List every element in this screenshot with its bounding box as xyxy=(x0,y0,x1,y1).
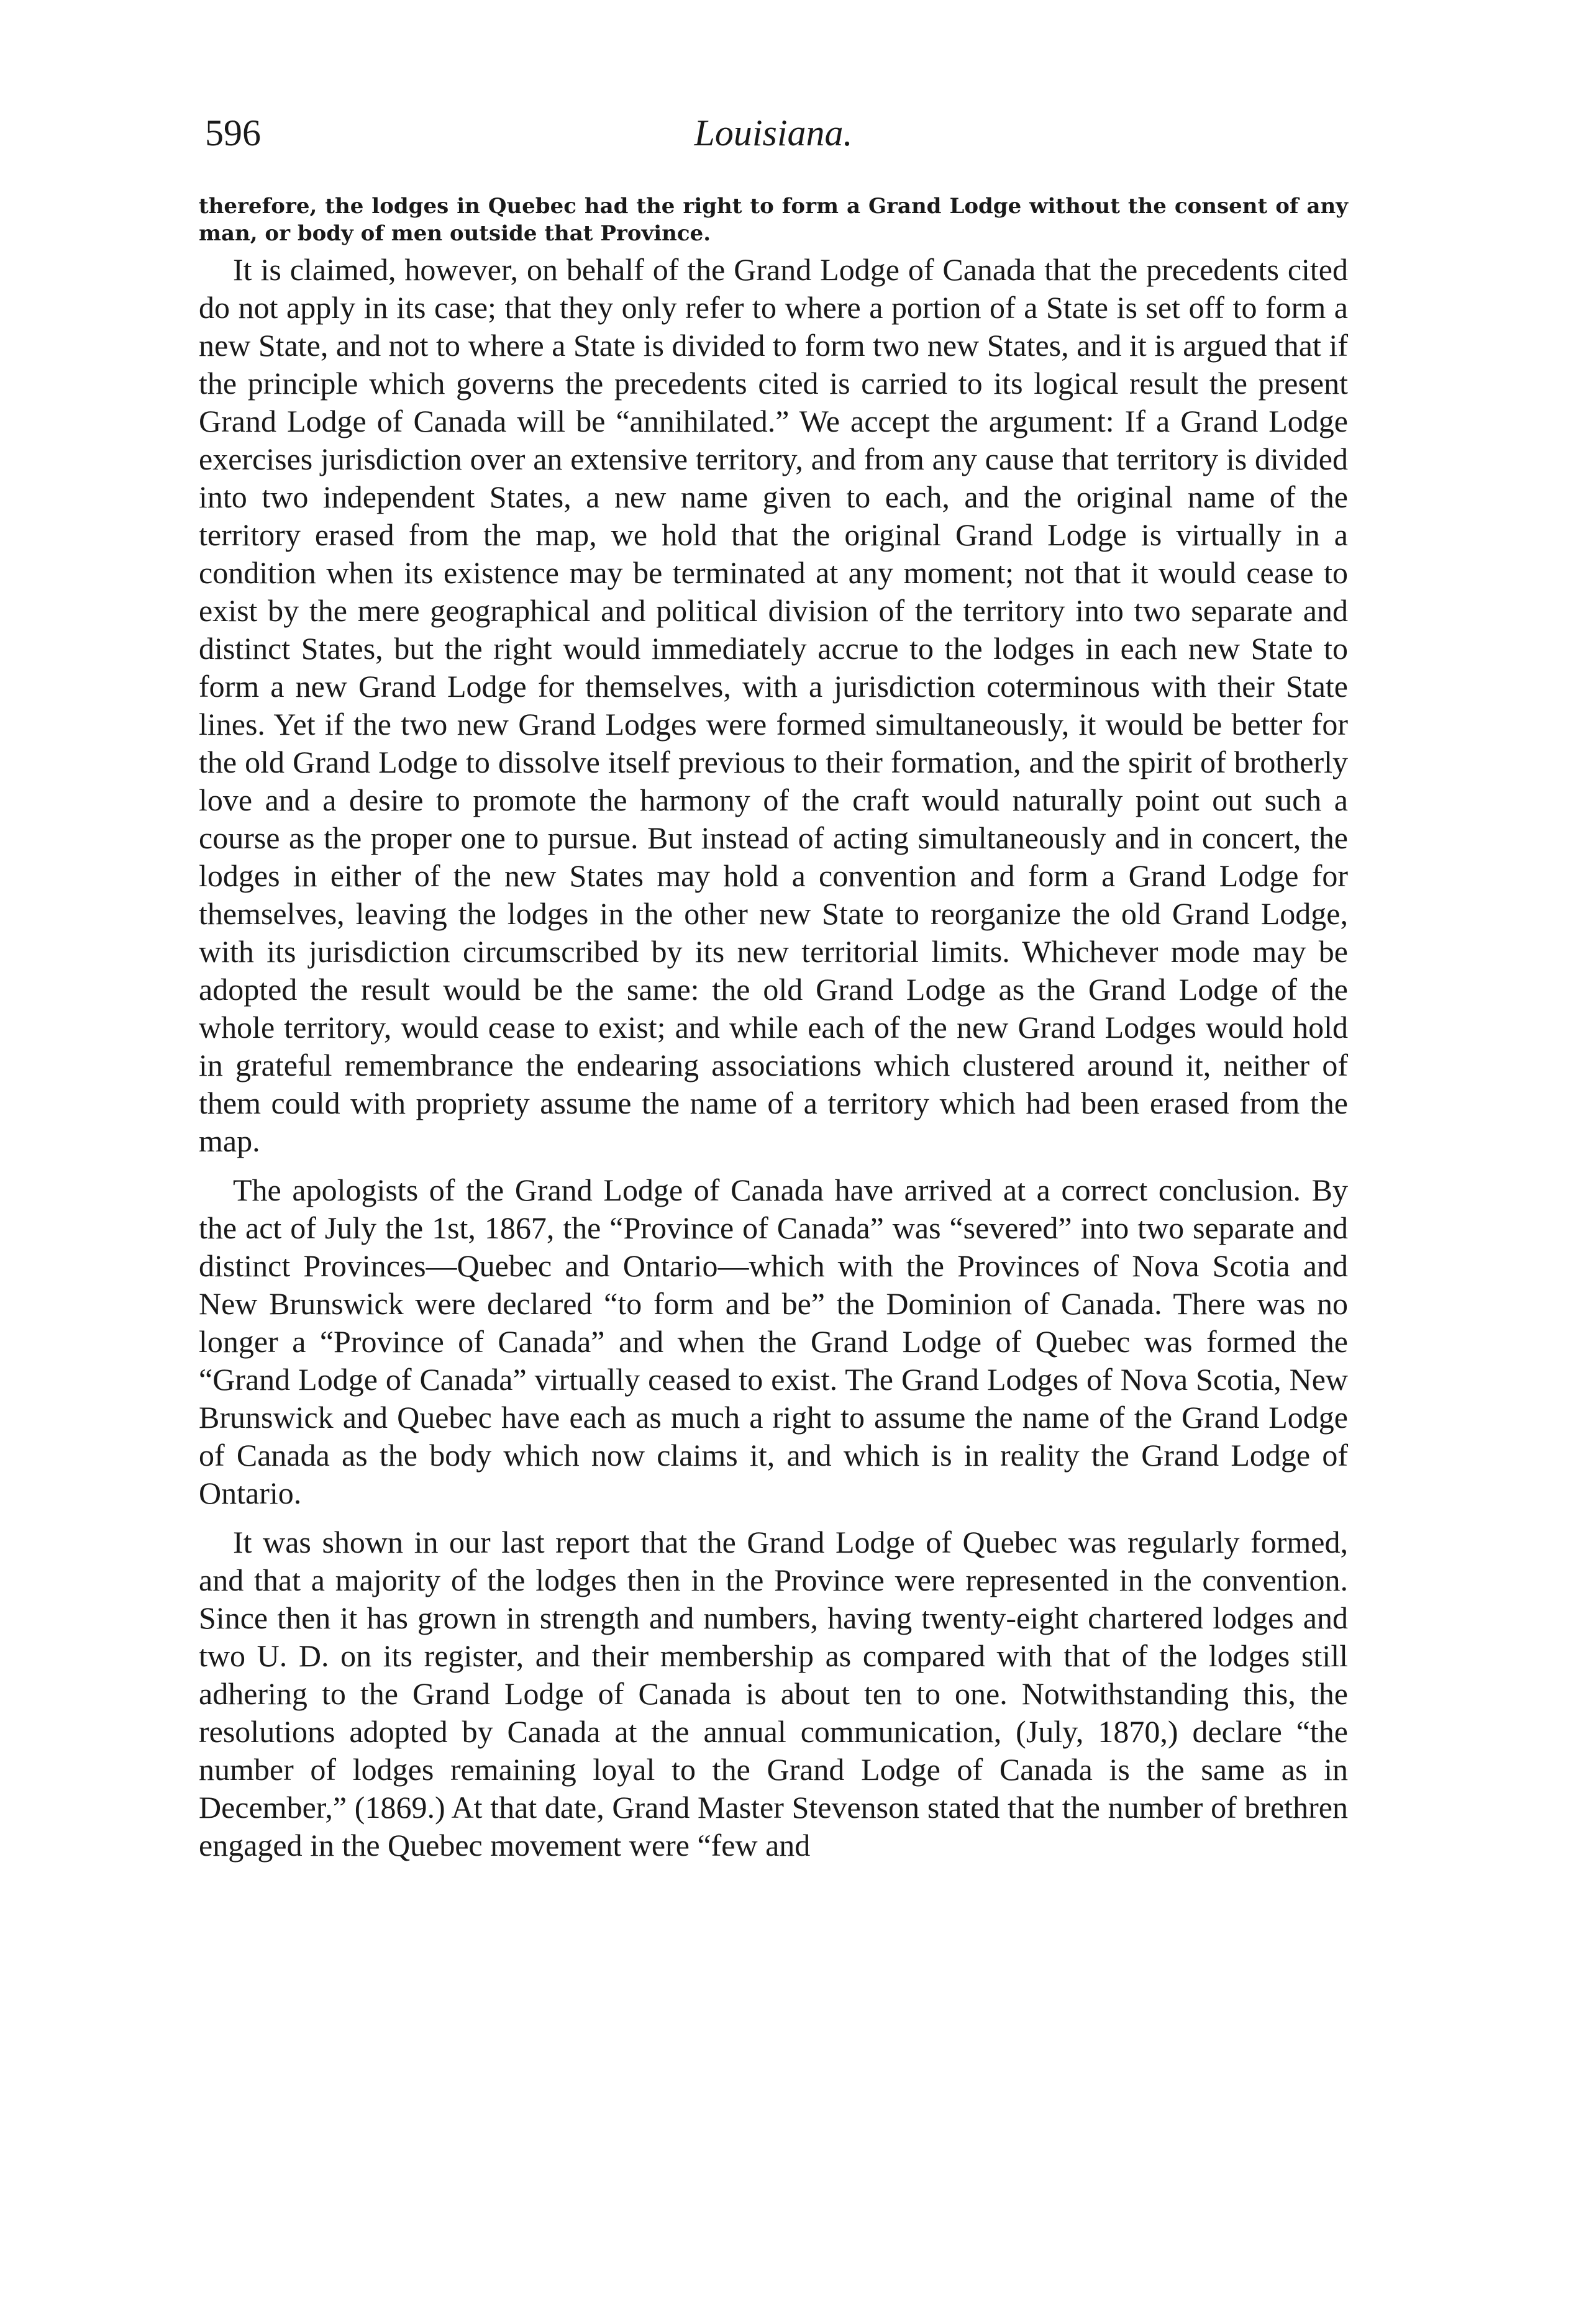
paragraph-grand-lodge-claim: It is claimed, however, on behalf of the Grand Lodge of Canada that the precedents cited do not apply in its case; that they only refer to where a portion of a State is set off to form a new State, and not to where a State is divided to form two new States, and it is argued that if the principle which governs the precedents cited is carried to its logical result the present Grand Lodge of Canada will be “annihilated.” We accept the argument: If a Grand Lodge exercises jurisdiction over an extensive territory, and from any cause that territory is divided into two independent States, a new name given to each, and the original name of the territory erased from the map, we hold that the original Grand Lodge is virtually in a condition when its existence may be terminated at any moment; not that it would cease to exist by the mere geographical and political division of the territory into two separate and distinct States, but the right would immediately accrue to the lodges in each new State to form a new Grand Lodge for themselves, with a jurisdiction coterminous with their State lines. Yet if the two new Grand Lodges were formed simultaneously, it would be better for the old Grand Lodge to dissolve itself previous to their formation, and the spirit of brotherly love and a desire to promote the harmony of the craft would naturally point out such a course as the proper one to pursue. But instead of acting simultaneously and in concert, the lodges in either of the new States may hold a convention and form a Grand Lodge for themselves, leaving the lodges in the other new State to reorganize the old Grand Lodge, with its jurisdiction circumscribed by its new territorial limits. Whichever mode may be adopted the result would be the same: the old Grand Lodge as the Grand Lodge of the whole territory, would cease to exist; and while each of the new Grand Lodges would hold in grateful remembrance the endearing associations which clustered around it, neither of them could with propriety assume the name of a territory which had been erased from the map. xyxy=(199,252,1348,1158)
book-page xyxy=(199,112,1348,1876)
carryover-paragraph: therefore, the lodges in Quebec had the right to form a Grand Lodge without the consent of any man, or body of men outside that Province. xyxy=(199,194,1348,246)
page-number: 596 xyxy=(205,112,261,153)
running-title: Louisiana. xyxy=(694,112,853,153)
paragraph-apologists-conclusion: The apologists of the Grand Lodge of Canada have arrived at a correct conclusion. By the act of July the 1st, 1867, the “Province of Canada” was “severed” into two separate and distinct Provinces—Quebec and Ontario—which with the Provinces of Nova Scotia and New Brunswick were declared “to form and be” the Dominion of Canada. There was no longer a “Province of Canada” and when the Grand Lodge of Quebec was formed the “Grand Lodge of Canada” virtually ceased to exist. The Grand Lodges of Nova Scotia, New Brunswick and Quebec have each as much a right to assume the name of the Grand Lodge of Canada as the body which now claims it, and which is in reality the Grand Lodge of Ontario. xyxy=(199,1173,1348,1510)
page-header xyxy=(199,112,1348,180)
paragraph-quebec-growth: It was shown in our last report that the Grand Lodge of Quebec was regularly formed, and that a majority of the lodges then in the Province were represented in the convention. Since then it has grown in strength and numbers, having twenty-eight chartered lodges and two U. D. on its register, and their membership as compared with that of the lodges still adhering to the Grand Lodge of Canada is about ten to one. Notwithstanding this, the resolutions adopted by Canada at the annual communication, (July, 1870,) declare “the number of lodges remaining loyal to the Grand Lodge of Canada is the same as in December,” (1869.) At that date, Grand Master Stevenson stated that the number of brethren engaged in the Quebec movement were “few and xyxy=(199,1525,1348,1863)
